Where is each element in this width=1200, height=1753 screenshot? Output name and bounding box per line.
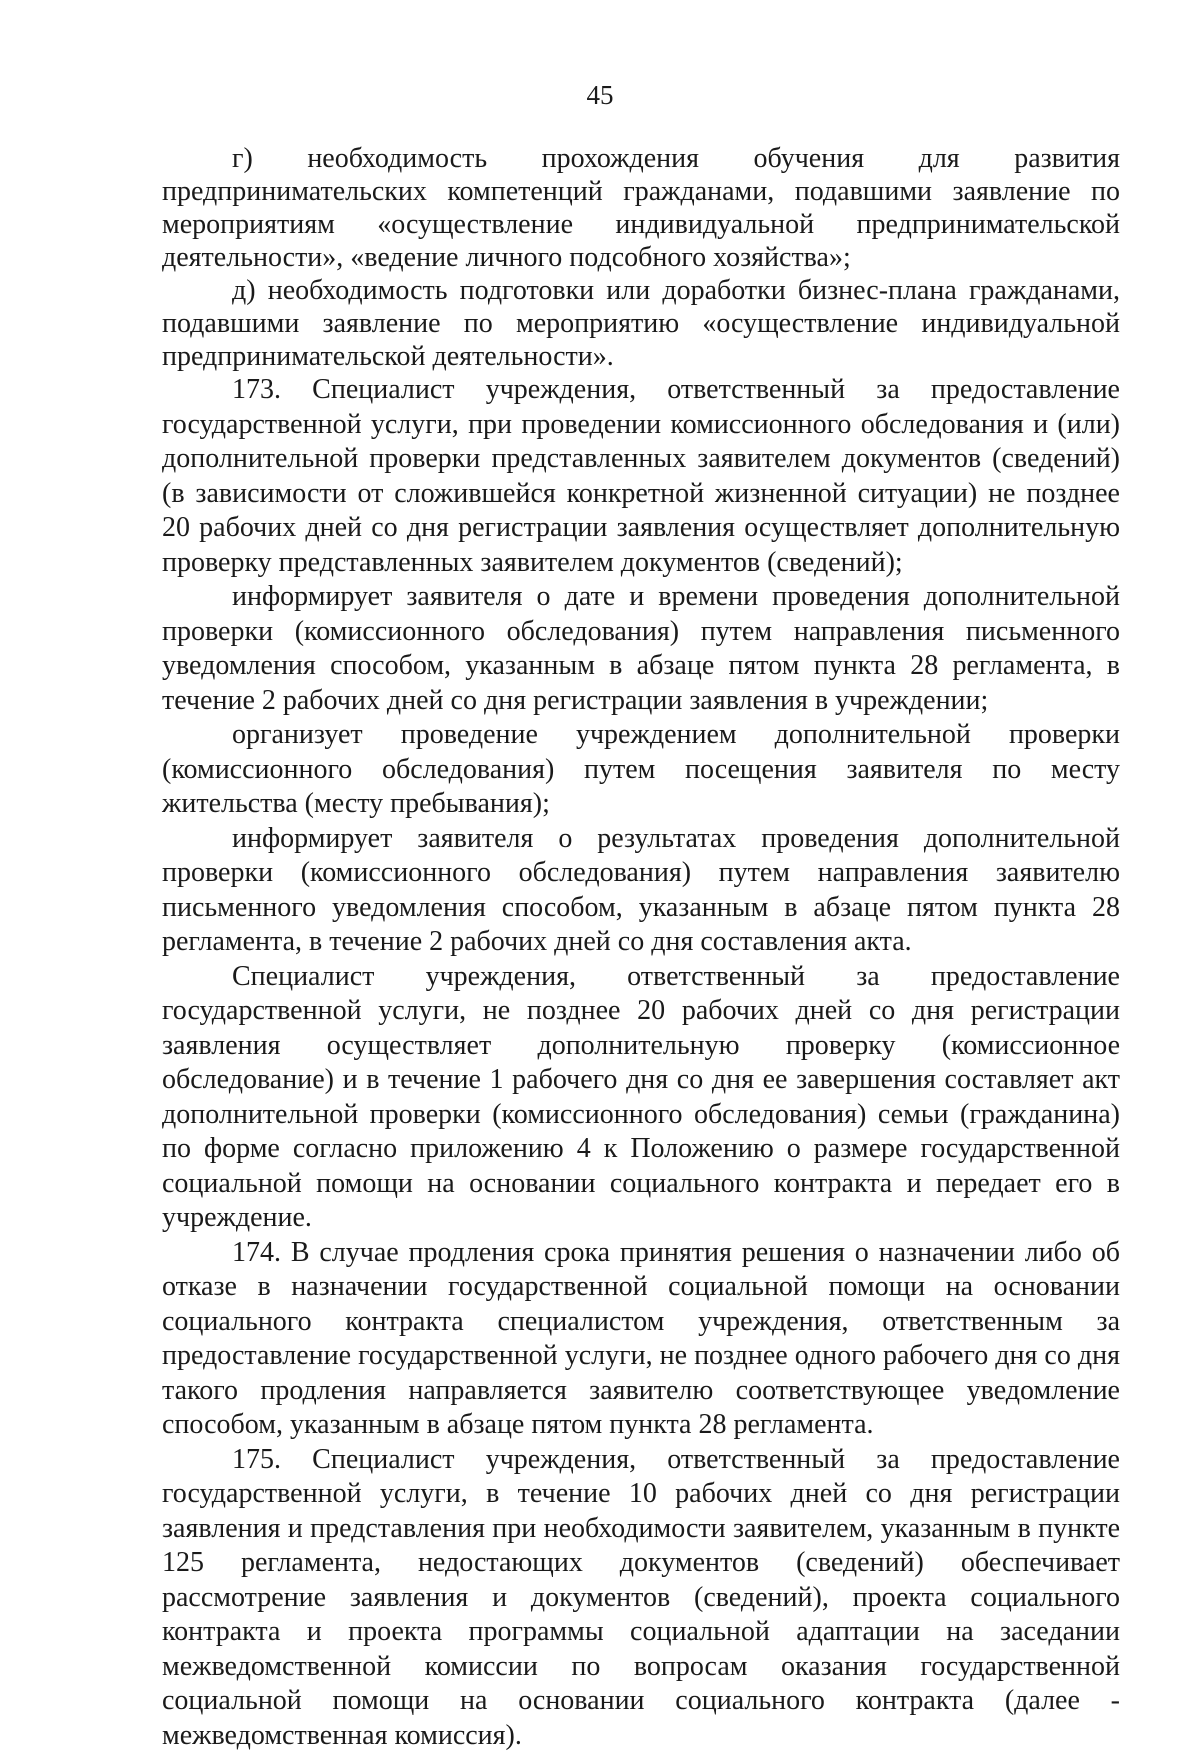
paragraph-inform-date: информирует заявителя о дате и времени проведения дополнительной проверки (комиссионного обследования) путем направления письменного уведомления способом, указанным в абзаце пятом пункта 28 регламента, в течение 2 рабочих дней со дня регистрации заявления в учреждении; [162, 580, 1120, 718]
paragraph-175: 175. Специалист учреждения, ответственный за предоставление государственной услуги, в течение 10 рабочих дней со дня регистрации заявления и представления при необходимости заявителем, указанным в пункте 125 регламента, недостающих документов (сведений) обеспечивает рассмотрение заявления и документов (сведений), проекта социального контракта и проекта программы социальной адаптации на заседании межведомственной комиссии по вопросам оказания государственной социальной помощи на основании социального контракта (далее - межведомственная комиссия). [162, 1443, 1120, 1753]
paragraph-specialist-act: Специалист учреждения, ответственный за предоставление государственной услуги, не позднее 20 рабочих дней со дня регистрации заявления осуществляет дополнительную проверку (комиссионное обследование) и в течение 1 рабочего дня со дня ее завершения составляет акт дополнительной проверки (комиссионного обследования) семьи (гражданина) по форме согласно приложению 4 к Положению о размере государственной социальной помощи на основании социального контракта и передает его в учреждение. [162, 960, 1120, 1236]
document-body [162, 142, 1120, 1753]
paragraph-item-d: д) необходимость подготовки или доработки бизнес-плана гражданами, подавшими заявление по мероприятию «осуществление индивидуальной предпринимательской деятельности». [162, 274, 1120, 373]
paragraph-174: 174. В случае продления срока принятия решения о назначении либо об отказе в назначении государственной социальной помощи на основании социального контракта специалистом учреждения, ответственным за предоставление государственной услуги, не позднее одного рабочего дня со дня такого продления направляется заявителю соответствующее уведомление способом, указанным в абзаце пятом пункта 28 регламента. [162, 1236, 1120, 1443]
paragraph-inform-results: информирует заявителя о результатах проведения дополнительной проверки (комиссионного обследования) путем направления заявителю письменного уведомления способом, указанным в абзаце пятом пункта 28 регламента, в течение 2 рабочих дней со дня составления акта. [162, 822, 1120, 960]
paragraph-organize-check: организует проведение учреждением дополнительной проверки (комиссионного обследования) путем посещения заявителя по месту жительства (месту пребывания); [162, 718, 1120, 822]
paragraph-173: 173. Специалист учреждения, ответственный за предоставление государственной услуги, при проведении комиссионного обследования и (или) дополнительной проверки представленных заявителем документов (сведений) (в зависимости от сложившейся конкретной жизненной ситуации) не позднее 20 рабочих дней со дня регистрации заявления осуществляет дополнительную проверку представленных заявителем документов (сведений); [162, 373, 1120, 580]
page-number: 45 [0, 82, 1200, 109]
paragraph-item-g: г) необходимость прохождения обучения для развития предпринимательских компетенций гражданами, подавшими заявление по мероприятиям «осуществление индивидуальной предпринимательской деятельности», «ведение личного подсобного хозяйства»; [162, 142, 1120, 274]
